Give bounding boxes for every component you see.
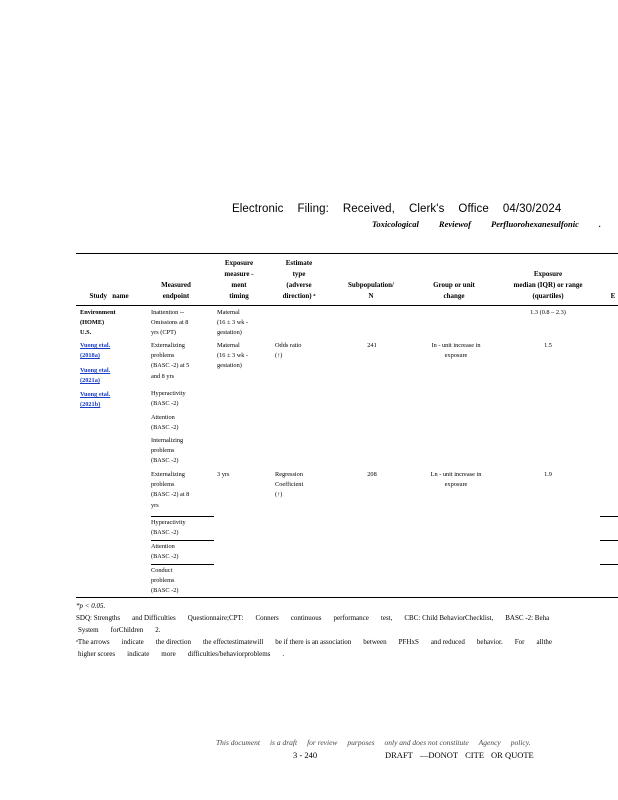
header-exposure-timing: Exposure measure - ment timing: [224, 259, 254, 300]
timing-cell: Maternal (16 ± 3 wk - gestation): [217, 309, 249, 337]
endpoint-divider: [151, 516, 214, 517]
footnote-part: performance: [333, 614, 369, 622]
draft-part: DRAFT: [385, 750, 413, 760]
footnote-part: forChildren: [110, 626, 144, 634]
table-bottom-rule: [76, 597, 618, 598]
page-number: 3 - 240: [293, 750, 318, 760]
header-endpoint: Measured endpoint: [161, 281, 191, 300]
cut-divider: [600, 564, 618, 565]
unit-cell: Ln - unit increase in exposure: [430, 471, 482, 489]
draft-notice: [385, 750, 541, 760]
footnote-part: between: [363, 638, 387, 646]
filing-part: 04/30/2024: [502, 203, 562, 215]
footnote-part: 2.: [155, 626, 161, 634]
disclaimer-part: only and does not constitute: [384, 738, 469, 747]
n-cell: 241: [367, 342, 377, 349]
footnote-p-value: *p < 0.05.: [76, 602, 106, 610]
draft-part: OR QUOTE: [491, 750, 534, 760]
disclaimer-part: Agency: [478, 738, 501, 747]
study-link[interactable]: Vuong etal. (2018a): [80, 342, 111, 360]
median-cell: 1.3 (0.8 – 2.3): [530, 309, 566, 316]
running-head-part: .: [598, 219, 601, 229]
endpoint-cell: Hyperactivity (BASC -2): [151, 390, 186, 408]
estimate-cell: Regression Coefficient (↑): [275, 471, 304, 499]
footnote-abbreviations: [76, 613, 561, 624]
timing-cell: Maternal (16 ± 3 wk - gestation): [217, 342, 249, 370]
table-top-rule: [76, 253, 618, 254]
median-cell: 1.5: [544, 342, 552, 349]
cut-divider: [600, 540, 618, 541]
footnote-part: For: [514, 638, 525, 646]
footnote-abbreviations-cont: [78, 625, 173, 636]
footnote-part: higher scores: [78, 650, 116, 658]
footnote-part: be if there is an association: [275, 638, 352, 646]
footnote-part: ᵃThe arrows: [76, 638, 110, 646]
footnote-part: the direction: [155, 638, 191, 646]
footnote-arrows-cont: [78, 649, 296, 660]
draft-disclaimer: [216, 738, 541, 747]
disclaimer-part: This document: [216, 738, 260, 747]
endpoint-cell: Hyperactivity (BASC -2): [151, 519, 186, 537]
header-exposure-median: Exposure median (IQR) or range (quartiles): [513, 270, 583, 300]
footnote-part: behavior.: [476, 638, 503, 646]
footnote-part: indicate: [127, 650, 150, 658]
endpoint-cell: Externalizing problems (BASC -2) at 5 and 8 yrs: [151, 342, 190, 380]
footnote-part: BASC -2: Beha: [505, 614, 550, 622]
endpoint-cell: Inattention -- Omissions at 8 yrs (CPT): [151, 309, 189, 337]
footnote-part: System: [78, 626, 99, 634]
endpoint-divider: [151, 540, 214, 541]
endpoint-divider: [151, 564, 214, 565]
footnote-part: allthe: [536, 638, 553, 646]
endpoint-cell: Attention (BASC -2): [151, 543, 179, 561]
disclaimer-part: policy.: [510, 738, 531, 747]
filing-part: Received,: [342, 203, 395, 215]
running-head: [372, 219, 618, 229]
filing-part: Clerk's: [408, 203, 445, 215]
footnote-part: PFHxS: [398, 638, 419, 646]
timing-cell: 3 yrs: [217, 471, 230, 478]
study-link[interactable]: Vuong etal. (2021b): [80, 391, 111, 409]
study-link[interactable]: Vuong etal. (2021a): [80, 367, 111, 385]
endpoint-cell: Internalizing problems (BASC -2): [151, 437, 184, 465]
disclaimer-part: for review: [307, 738, 338, 747]
disclaimer-part: is a draft: [269, 738, 298, 747]
footnote-part: SDQ: Strengths: [76, 614, 121, 622]
footnote-part: more: [161, 650, 176, 658]
header-group: Group or unit change: [433, 281, 475, 300]
running-head-part: Perfluorohexanesulfonic: [491, 219, 579, 229]
disclaimer-part: purposes: [347, 738, 375, 747]
footnote-part: CBC: Child BehaviorChecklist,: [404, 614, 494, 622]
n-cell: 208: [367, 471, 377, 478]
estimate-cell: Odds ratio (↑): [275, 342, 302, 360]
study-setting: Environment (HOME) U.S.: [80, 309, 116, 337]
footnote-part: Conners: [255, 614, 279, 622]
footnote-part: the effectestimatewill: [202, 638, 264, 646]
footnote-part: indicate: [121, 638, 144, 646]
running-head-part: Reviewof: [438, 219, 472, 229]
header-cut: E: [610, 292, 616, 300]
footnote-part: difficulties/behaviorproblems: [187, 650, 271, 658]
header-subpopulation: Subpopulation/ N: [348, 281, 394, 300]
table-header-rule: [76, 305, 618, 306]
filing-part: Electronic: [232, 203, 284, 215]
unit-cell: In - unit increase in exposure: [431, 342, 481, 360]
footnote-part: continuous: [290, 614, 322, 622]
filing-part: Office: [458, 203, 489, 215]
header-estimate: Estimate type (adverse direction) ᵃ: [282, 259, 316, 300]
footnote-part: test,: [380, 614, 393, 622]
footnote-part: and reduced: [430, 638, 465, 646]
filing-part: Filing:: [297, 203, 329, 215]
median-cell: 1.9: [544, 471, 552, 478]
endpoint-cell: Conduct problems (BASC -2): [151, 567, 179, 595]
draft-part: CITE: [465, 750, 485, 760]
footnote-part: .: [282, 650, 285, 658]
filing-stamp: [232, 203, 575, 215]
running-head-part: Toxicological: [372, 219, 419, 229]
cut-divider: [600, 516, 618, 517]
endpoint-cell: Externalizing problems (BASC -2) at 8 yrs: [151, 471, 190, 509]
draft-part: —DONOT: [419, 750, 459, 760]
footnote-arrows: [76, 637, 564, 648]
header-study: Study name: [89, 292, 129, 300]
footnote-part: Questionnaire;CPT:: [187, 614, 244, 622]
footnote-part: and Difficulties: [132, 614, 176, 622]
endpoint-cell: Attention (BASC -2): [151, 414, 179, 432]
